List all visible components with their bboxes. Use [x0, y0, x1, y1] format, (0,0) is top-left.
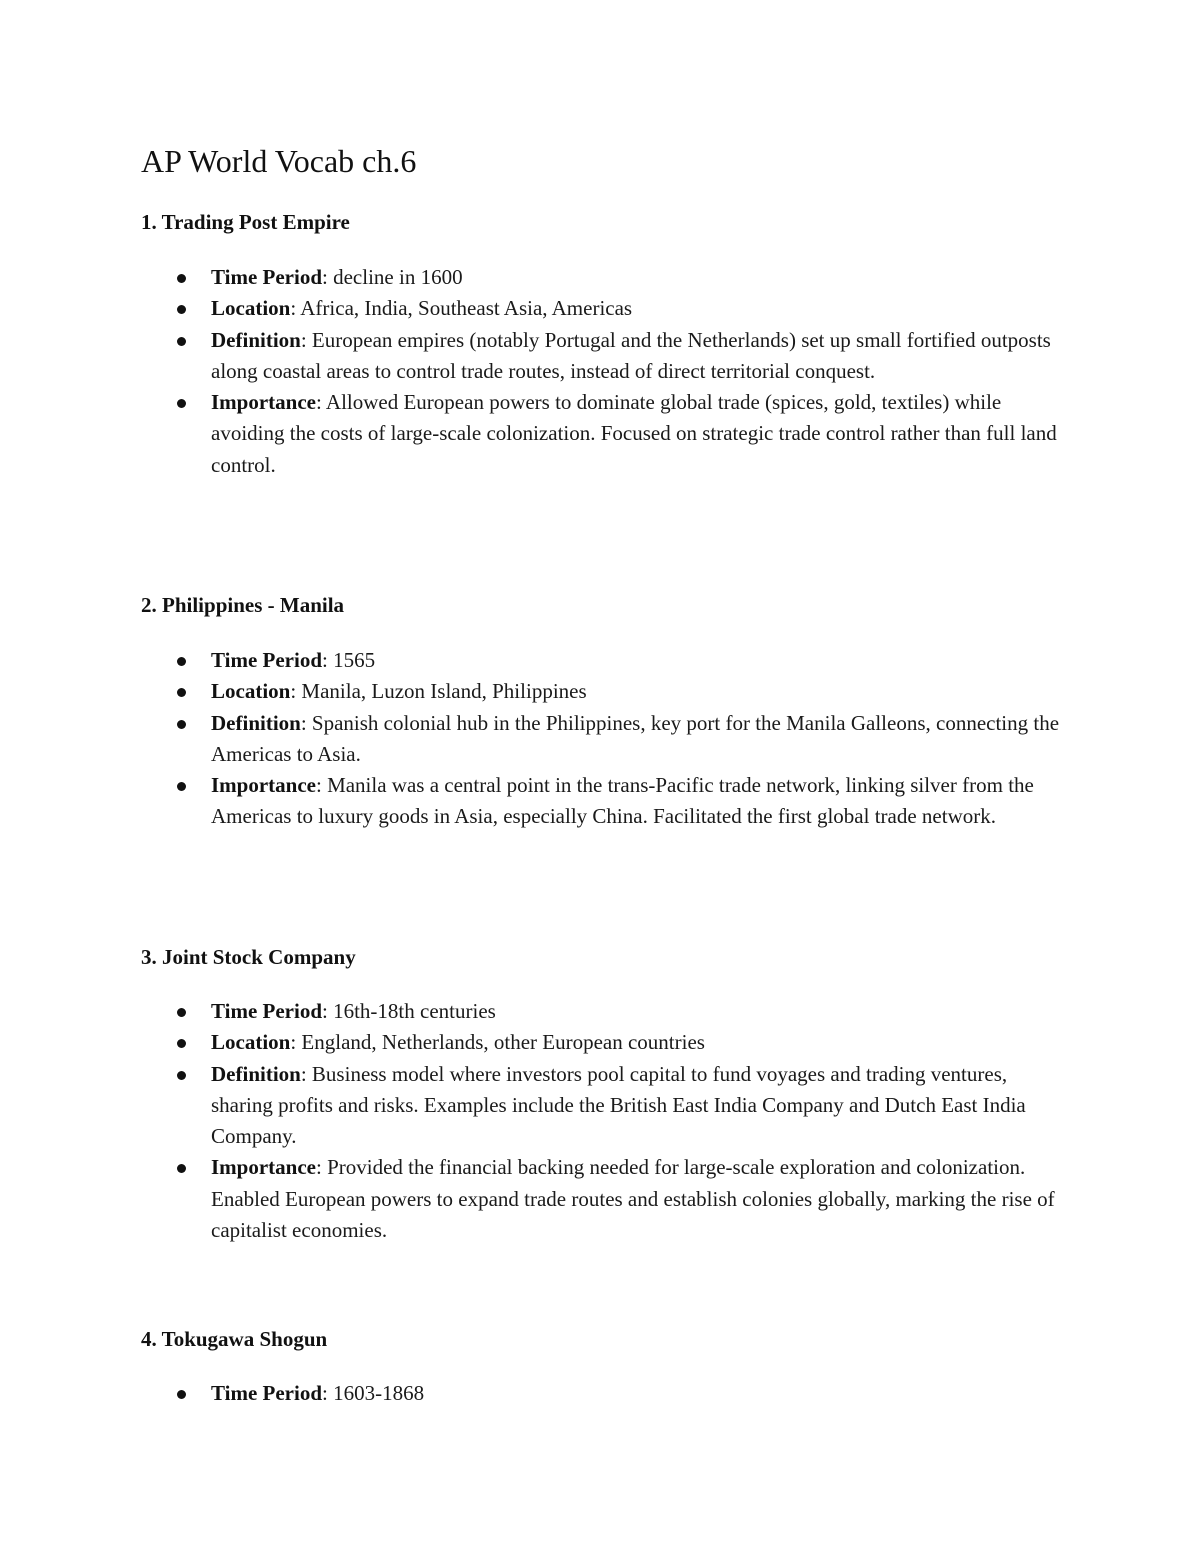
item-text: : Allowed European powers to dominate global trade (spices, gold, textiles) while avoiding the costs of large-scale colonization. Focused on strategic trade control rather than full land control.: [211, 390, 1057, 477]
list-item: [141, 708, 1071, 771]
bullet-icon: [177, 337, 186, 346]
page-title: AP World Vocab ch.6: [141, 143, 417, 179]
term-heading-tokugawa-shogun: 4. Tokugawa Shogun: [141, 1327, 328, 1351]
list-item: [141, 293, 1071, 324]
item-label: Importance: [211, 1155, 316, 1180]
bullet-icon: [177, 1071, 186, 1080]
list-item: [141, 996, 1071, 1027]
term-heading-trading-post-empire: 1. Trading Post Empire: [141, 210, 350, 234]
list-item: [141, 1152, 1071, 1246]
term-heading-joint-stock-company: 3. Joint Stock Company: [141, 945, 356, 969]
item-label: Location: [211, 679, 291, 704]
item-label: Definition: [211, 327, 301, 352]
bullet-icon: [177, 688, 186, 697]
item-label: Time Period: [211, 648, 323, 672]
bullet-icon: [177, 657, 186, 666]
item-label: Time Period: [211, 999, 323, 1023]
item-label: Importance: [211, 773, 316, 798]
item-label: Time Period: [211, 1381, 323, 1405]
item-label: Time Period: [211, 265, 323, 289]
item-text: : Manila, Luzon Island, Philippines: [290, 679, 587, 704]
item-text: : 16th-18th centuries: [322, 999, 496, 1023]
item-text: : Provided the financial backing needed for large-scale exploration and colonization. Enabled European powers to expand trade routes and establish colonies globally, marking the rise of capitalist economies.: [211, 1155, 1055, 1243]
bullet-icon: [177, 720, 186, 729]
term-details-list: [141, 645, 1071, 833]
term-details-list: [141, 1378, 1071, 1409]
item-text: : European empires (notably Portugal and the Netherlands) set up small fortified outposts along coastal areas to control trade routes, instead of direct territorial conquest.: [211, 327, 1051, 383]
bullet-icon: [177, 1008, 186, 1017]
term-details-list: [141, 262, 1071, 481]
item-label: Definition: [211, 1061, 301, 1086]
bullet-icon: [177, 1164, 186, 1173]
list-item: [141, 1027, 1071, 1058]
bullet-icon: [177, 305, 186, 314]
list-item: [141, 262, 1071, 293]
item-label: Location: [211, 1030, 291, 1055]
item-text: : Africa, India, Southeast Asia, Americas: [290, 296, 633, 321]
list-item: [141, 1378, 1071, 1409]
bullet-icon: [177, 1039, 186, 1048]
list-item: [141, 1059, 1071, 1153]
item-label: Location: [211, 296, 291, 321]
bullet-icon: [177, 1390, 186, 1399]
item-text: : 1603-1868: [322, 1381, 425, 1405]
list-item: [141, 387, 1071, 481]
item-label: Importance: [211, 390, 316, 415]
term-details-list: [141, 996, 1071, 1246]
bullet-icon: [177, 274, 186, 283]
list-item: [141, 770, 1071, 833]
bullet-icon: [177, 399, 186, 408]
term-heading-philippines-manila: 2. Philippines - Manila: [141, 593, 345, 617]
item-text: : Manila was a central point in the trans-Pacific trade network, linking silver from the Americas to luxury goods in Asia, especially China. Facilitated the first global trade network.: [211, 773, 1034, 829]
bullet-icon: [177, 782, 186, 791]
item-text: : 1565: [322, 648, 376, 672]
item-label: Definition: [211, 710, 301, 735]
item-text: : Spanish colonial hub in the Philippines, key port for the Manila Galleons, connecting the Americas to Asia.: [211, 710, 1060, 766]
list-item: [141, 645, 1071, 676]
item-text: : Business model where investors pool capital to fund voyages and trading ventures, sharing profits and risks. Examples include the British East India Company and Dutch East India Company.: [211, 1061, 1026, 1149]
item-text: : England, Netherlands, other European countries: [290, 1030, 705, 1055]
list-item: [141, 676, 1071, 707]
list-item: [141, 325, 1071, 388]
item-text: : decline in 1600: [322, 265, 463, 289]
